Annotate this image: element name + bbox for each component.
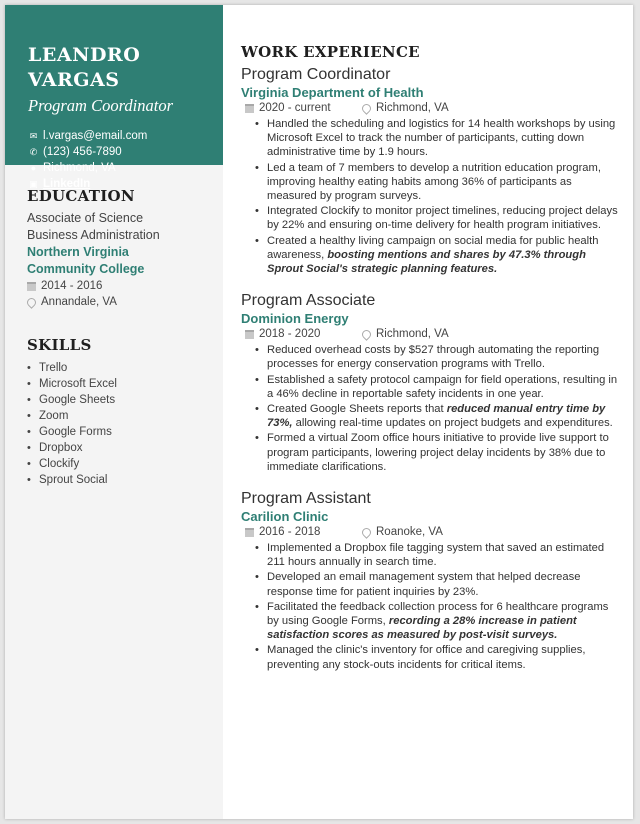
- education-heading: EDUCATION: [27, 187, 135, 205]
- calendar-icon: [27, 282, 36, 291]
- bullet-item: • Handled the scheduling and logistics for 14 health workshops by using Microsoft Excel to track the number of participants, cutting down administrative time by 1.9 hours.: [241, 117, 621, 160]
- skill-item: • Google Forms: [27, 424, 213, 440]
- degree-line2: Business Administration: [27, 228, 160, 242]
- skill-item: • Google Sheets: [27, 392, 213, 408]
- resume-page: [5, 5, 633, 819]
- bullet-item: • Created Google Sheets reports that reduced manual entry time by 73%, allowing real-time updates on project budgets and expenditures.: [241, 402, 621, 430]
- skills-list: [27, 360, 213, 488]
- job-dates: 2016 - 2018: [259, 526, 321, 539]
- skill-item: • Zoom: [27, 408, 213, 424]
- education-dates-text: 2014 - 2016: [41, 280, 103, 292]
- job-title: Program Coordinator: [241, 66, 391, 83]
- location-pin-icon: [360, 328, 373, 341]
- education-section: [5, 187, 223, 310]
- job-meta: [245, 327, 621, 342]
- education-location-text: Annandale, VA: [41, 296, 117, 308]
- skills-heading: SKILLS: [27, 336, 92, 354]
- calendar-icon: [245, 330, 254, 339]
- work-experience-heading: WORK EXPERIENCE: [241, 43, 420, 61]
- linkedin-link[interactable]: LinkedIn: [43, 178, 91, 190]
- calendar-icon: [245, 528, 254, 537]
- bullet-item: • Developed an email management system that helped decrease response time for patient inquiries by 23%.: [241, 570, 621, 598]
- company-name: Carilion Clinic: [241, 509, 329, 525]
- name-line2: VARGAS: [28, 69, 120, 91]
- location-pin-icon: [360, 526, 373, 539]
- phone-icon: ✆: [29, 147, 38, 157]
- job-title-header: Program Coordinator: [28, 96, 174, 115]
- bullet-item: • Facilitated the feedback collection process for 6 healthcare programs by using Google Forms, recording a 28% increase in patient satisfaction scores as measured by post-visit surveys.: [241, 600, 621, 643]
- job-meta: [245, 525, 621, 540]
- bullet-item: • Reduced overhead costs by $527 through automating the reporting processes for energy conservation programs with Trello.: [241, 343, 621, 371]
- email[interactable]: l.vargas@email.com: [43, 130, 148, 142]
- job-meta: [245, 101, 621, 116]
- bullet-item: • Implemented a Dropbox file tagging system that saved an estimated 211 hours annually in search time.: [241, 541, 621, 569]
- location-pin-icon: [360, 102, 373, 115]
- degree-line1: Associate of Science: [27, 211, 144, 225]
- header: [5, 5, 223, 190]
- phone[interactable]: (123) 456-7890: [43, 146, 122, 158]
- phone-row[interactable]: [28, 144, 209, 160]
- education-dates: [27, 278, 213, 294]
- job-location: Roanoke, VA: [376, 526, 443, 539]
- envelope-icon: ✉: [29, 131, 38, 141]
- job-entry: [241, 65, 621, 276]
- skill-item: • Dropbox: [27, 440, 213, 456]
- job-entry: [241, 489, 621, 672]
- company-name: Dominion Energy: [241, 311, 349, 327]
- bullet-item: • Led a team of 7 members to develop a nutrition education program, improving healthy eating habits among 36% of participants as measured by program surveys.: [241, 161, 621, 204]
- linkedin-icon: ▣: [29, 179, 38, 189]
- job-bullets: [241, 541, 621, 672]
- location-pin-icon: [25, 296, 38, 309]
- bullet-item: • Integrated Clockify to monitor project timelines, reducing project delays by 22% and ensuring on-time delivery for health program initiatives.: [241, 204, 621, 232]
- work-experience-section: [241, 43, 621, 673]
- location-row: [28, 160, 209, 176]
- calendar-icon: [245, 104, 254, 113]
- job-entry: [241, 291, 621, 474]
- location-pin-icon: ●: [30, 163, 37, 173]
- education-location: [27, 294, 213, 310]
- job-bullets: [241, 117, 621, 276]
- school-line2: Community College: [27, 262, 145, 276]
- sidebar: [5, 5, 223, 819]
- name-line1: LEANDRO: [28, 44, 141, 66]
- job-dates: 2020 - current: [259, 102, 331, 114]
- name: [28, 43, 209, 93]
- skill-item: • Clockify: [27, 456, 213, 472]
- school-line1: Northern Virginia: [27, 245, 129, 259]
- company-name: Virginia Department of Health: [241, 85, 424, 100]
- bullet-item: • Established a safety protocol campaign for field operations, resulting in a 46% decline in reportable safety incidents in one year.: [241, 373, 621, 401]
- skill-item: • Microsoft Excel: [27, 376, 213, 392]
- job-location: Richmond, VA: [376, 328, 449, 341]
- email-row[interactable]: [28, 128, 209, 144]
- job-title: Program Associate: [241, 292, 376, 310]
- skills-section: [5, 336, 223, 488]
- bullet-item: • Formed a virtual Zoom office hours initiative to provide live support to program participants, lowering project delay incidents by 38% due to immediate clarifications.: [241, 431, 621, 474]
- bullet-item: • Managed the clinic's inventory for office and caregiving supplies, preventing any stock-outs incidents for critical items.: [241, 643, 621, 671]
- skill-item: • Trello: [27, 360, 213, 376]
- job-location: Richmond, VA: [376, 102, 449, 114]
- bullet-item: • Created a healthy living campaign on social media for public health awareness, boosting mentions and shares by 47.3% through Sprout Social's strategic planning features.: [241, 234, 621, 277]
- skill-item: • Sprout Social: [27, 472, 213, 488]
- location: Richmond, VA: [43, 162, 116, 174]
- job-title: Program Assistant: [241, 490, 371, 508]
- job-bullets: [241, 343, 621, 474]
- contact-info: [28, 128, 209, 192]
- job-dates: 2018 - 2020: [259, 328, 321, 341]
